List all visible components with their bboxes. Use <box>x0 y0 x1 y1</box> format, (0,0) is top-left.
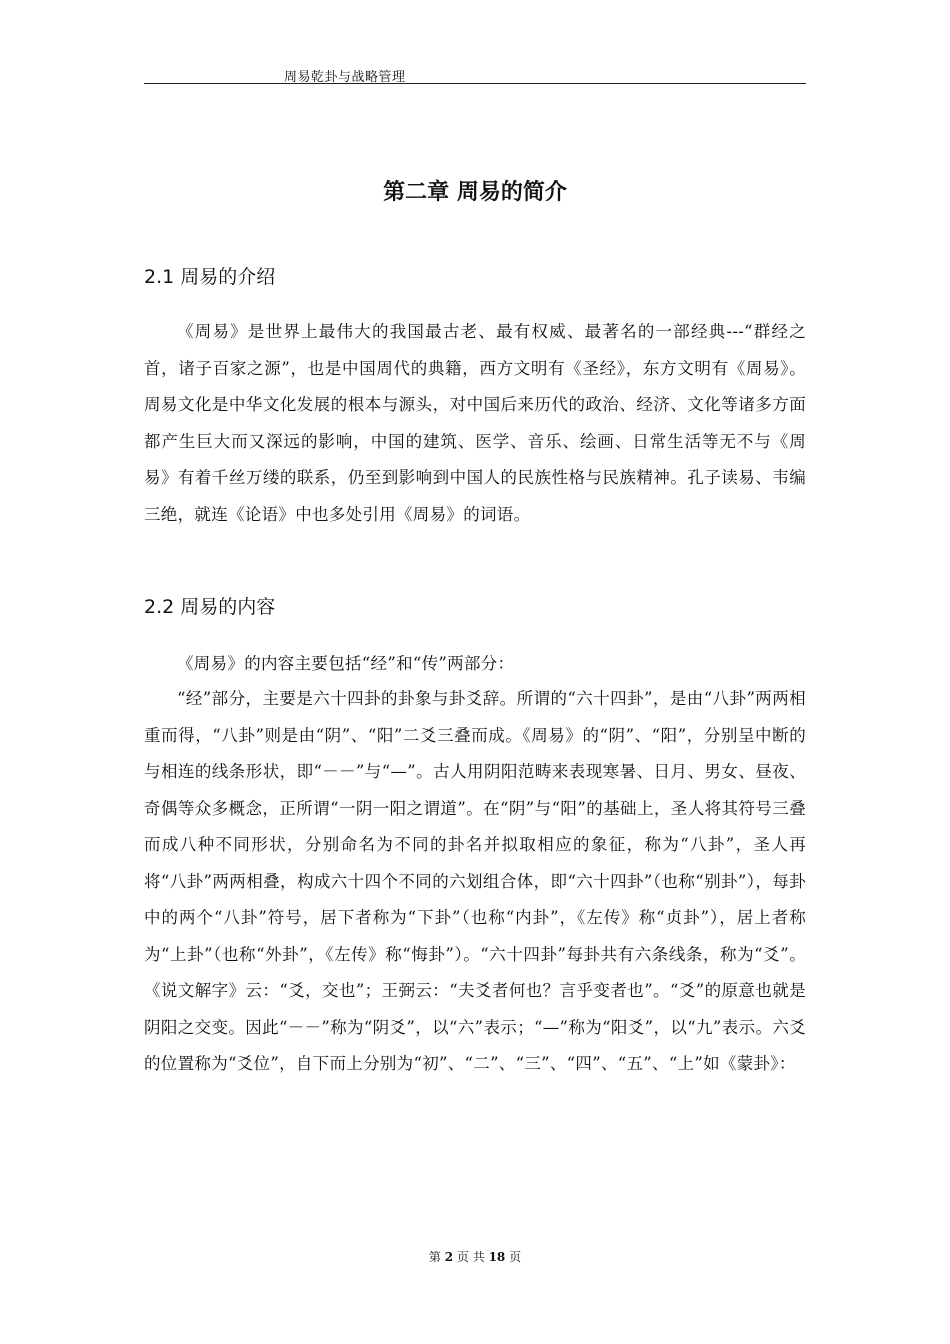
footer-middle: 页 共 <box>456 1250 485 1264</box>
chapter-title: 第二章 周易的简介 <box>383 180 567 205</box>
paragraph-content-summary: 《周易》的内容主要包括“经”和“传”两部分： <box>177 654 515 673</box>
footer-prefix: 第 <box>428 1250 441 1264</box>
section-heading-2-2: 2.2 周易的内容 <box>144 596 276 618</box>
footer-suffix: 页 <box>509 1250 522 1264</box>
header-rule <box>144 83 806 84</box>
footer-total-pages: 18 <box>488 1250 506 1264</box>
section-heading-2-1: 2.1 周易的介绍 <box>144 266 276 288</box>
paragraph-jing-part: “经”部分，主要是六十四卦的卦象与卦爻辞。所谓的“六十四卦”，是由“八卦”两两相重而得，“八卦”则是由“阴”、“阳”二爻三叠而成。《周易》的“阴”、“阳”，分别呈中断的与相连的线条形状，即“－－”与“—”。古人用阴阳范畴来表现寒暑、日月、男女、昼夜、奇偶等众多概念，正所谓“一阴一阳之谓道”。在“阴”与“阳”的基础上，圣人将其符号三叠而成八种不同形状，分别命名为不同的卦名并拟取相应的象征，称为“八卦”，圣人再将“八卦”两两相叠，构成六十四个不同的六划组合体，即“六十四卦”（也称“别卦”），每卦中的两个“八卦”符号，居下者称为“下卦”（也称“内卦”，《左传》称“贞卦”），居上者称为“上卦”（也称“外卦”，《左传》称“悔卦”）。“六十四卦”每卦共有六条线条，称为“爻”。《说文解字》云：“爻，交也”；王弼云：“夫爻者何也？言乎变者也”。“爻”的原意也就是阴阳之交变。因此“－－”称为“阴爻”，以“六”表示；“—”称为“阳爻”，以“九”表示。六爻的位置称为“爻位”，自下而上分别为“初”、“二”、“三”、“四”、“五”、“上”如《蒙卦》： <box>144 689 806 1073</box>
page-footer <box>0 1248 950 1265</box>
running-header: 周易乾卦与战略管理 <box>284 70 406 85</box>
footer-page-number: 2 <box>444 1250 454 1264</box>
paragraph-intro: 《周易》是世界上最伟大的我国最古老、最有权威、最著名的一部经典---“群经之首，诸子百家之源”，也是中国周代的典籍，西方文明有《圣经》，东方文明有《周易》。周易文化是中华文化发展的根本与源头，对中国后来历代的政治、经济、文化等诸多方面都产生巨大而又深远的影响，中国的建筑、医学、音乐、绘画、日常生活等无不与《周易》有着千丝万缕的联系，仍至到影响到中国人的民族性格与民族精神。孔子读易、韦编三绝，就连《论语》中也多处引用《周易》的词语。 <box>144 322 806 524</box>
